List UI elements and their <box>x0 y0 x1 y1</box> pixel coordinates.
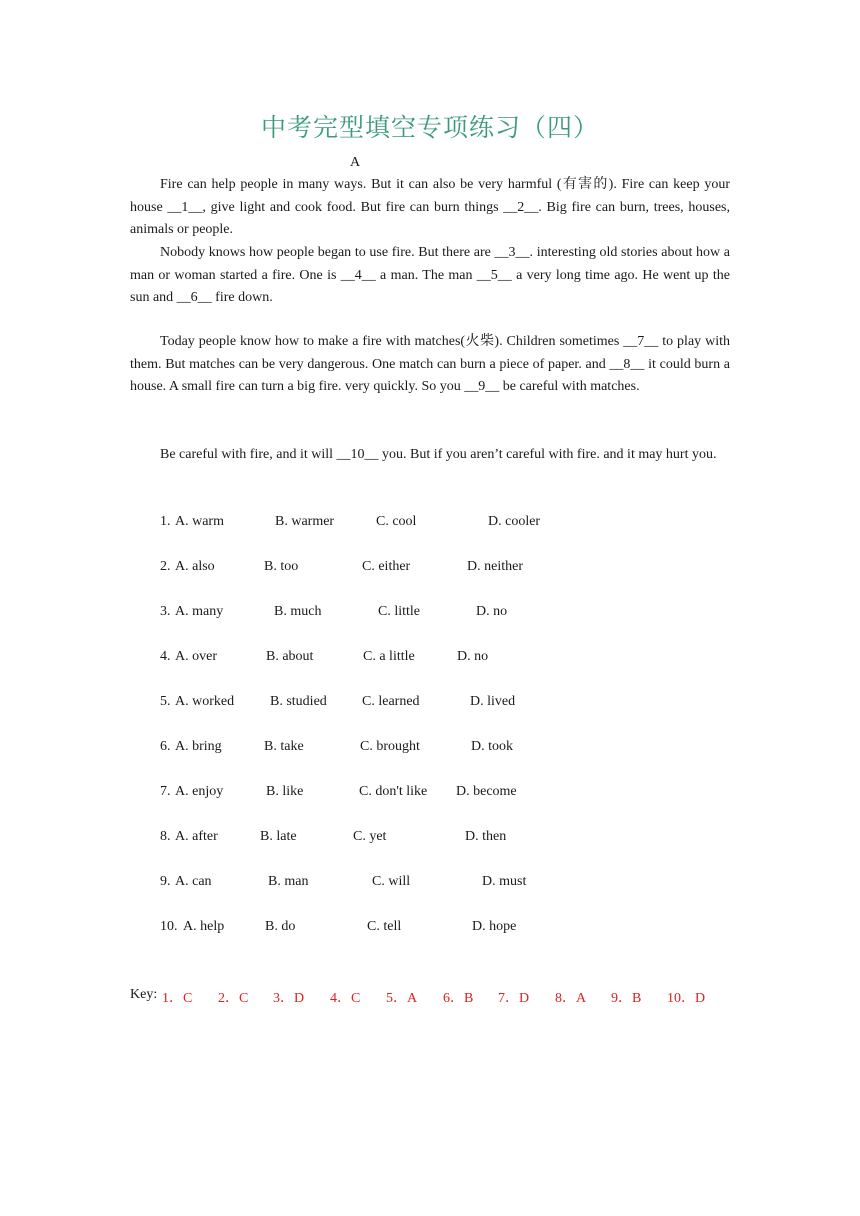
answer-key-item: 9．B <box>611 991 642 1006</box>
option-b: B. much <box>274 604 322 619</box>
answer-key-label: Key: <box>130 987 158 1002</box>
option-d: D. hope <box>472 919 517 934</box>
option-b: B. do <box>265 919 296 934</box>
answer-key-item: 6．B <box>443 991 474 1006</box>
answer-key-item: 7．D <box>498 991 530 1006</box>
question-number: 5. <box>160 694 171 709</box>
option-b: B. man <box>268 874 309 889</box>
option-a: A. also <box>175 559 215 574</box>
question-number: 9. <box>160 874 171 889</box>
question-number: 6. <box>160 739 171 754</box>
passage-paragraph-2: Nobody knows how people began to use fire. But there are __3__. interesting old stories about how a man or woman started a fire. One is __4__ a man. The man __5__ a very long time ago. He went up the sun and __6__ fire down. <box>130 245 730 306</box>
option-d: D. cooler <box>488 514 541 529</box>
option-b: B. warmer <box>275 514 335 529</box>
answer-key-item: 3．D <box>273 991 305 1006</box>
question-number: 3. <box>160 604 171 619</box>
option-d: D. become <box>456 784 517 799</box>
option-b: B. about <box>266 649 314 664</box>
question-number: 7. <box>160 784 171 799</box>
option-c: C. tell <box>367 919 402 934</box>
option-a: A. worked <box>175 694 235 709</box>
option-d: D. no <box>476 604 508 619</box>
answer-key <box>130 987 706 1006</box>
option-c: C. either <box>362 559 411 574</box>
option-d: D. took <box>471 739 513 754</box>
option-b: B. too <box>264 559 299 574</box>
option-c: C. will <box>372 874 411 889</box>
answer-key-item: 10．D <box>667 991 706 1006</box>
option-b: B. late <box>260 829 297 844</box>
option-d: D. no <box>457 649 489 664</box>
option-c: C. don't like <box>359 784 428 799</box>
page-title: 中考完型填空专项练习（四） <box>260 115 599 142</box>
section-label: A <box>350 155 361 170</box>
passage-paragraph-3: Today people know how to make a fire with matches(火柴). Children sometimes __7__ to play with them. But matches can be very dangerous. One match can burn a piece of paper. and __8__ it could burn a house. A small fire can turn a big fire. very quickly. So you __9__ be careful with matches. <box>130 334 730 395</box>
option-d: D. must <box>482 874 527 889</box>
answer-key-item: 2．C <box>218 991 249 1006</box>
option-d: D. lived <box>470 694 516 709</box>
answer-key-item: 5．A <box>386 991 418 1006</box>
option-a: A. many <box>175 604 224 619</box>
option-c: C. cool <box>376 514 417 529</box>
answer-key-item: 4．C <box>330 991 361 1006</box>
option-a: A. bring <box>175 739 222 754</box>
option-c: C. a little <box>363 649 415 664</box>
question-number: 10. <box>160 919 178 934</box>
question-number: 8. <box>160 829 171 844</box>
option-d: D. then <box>465 829 507 844</box>
option-a: A. after <box>175 829 218 844</box>
passage-paragraph-4: Be careful with fire, and it will __10__ you. But if you aren’t careful with fire. and it may hurt you. <box>160 447 717 462</box>
option-b: B. like <box>266 784 304 799</box>
option-b: B. studied <box>270 694 327 709</box>
answer-key-item: 1．C <box>162 991 193 1006</box>
passage-paragraph-1: Fire can help people in many ways. But it can also be very harmful (有害的). Fire can keep your house __1__, give light and cook food. But fire can burn things __2__. Big fire can burn, trees, houses, animals or people. <box>130 177 730 238</box>
option-a: A. help <box>183 919 225 934</box>
option-c: C. learned <box>362 694 420 709</box>
option-a: A. enjoy <box>175 784 224 799</box>
option-c: C. yet <box>353 829 387 844</box>
question-number: 1. <box>160 514 171 529</box>
question-number: 2. <box>160 559 171 574</box>
option-c: C. little <box>378 604 420 619</box>
option-c: C. brought <box>360 739 420 754</box>
question-number: 4. <box>160 649 171 664</box>
option-a: A. over <box>175 649 217 664</box>
option-b: B. take <box>264 739 304 754</box>
option-a: A. warm <box>175 514 224 529</box>
option-a: A. can <box>175 874 212 889</box>
option-d: D. neither <box>467 559 523 574</box>
answer-key-item: 8．A <box>555 991 587 1006</box>
